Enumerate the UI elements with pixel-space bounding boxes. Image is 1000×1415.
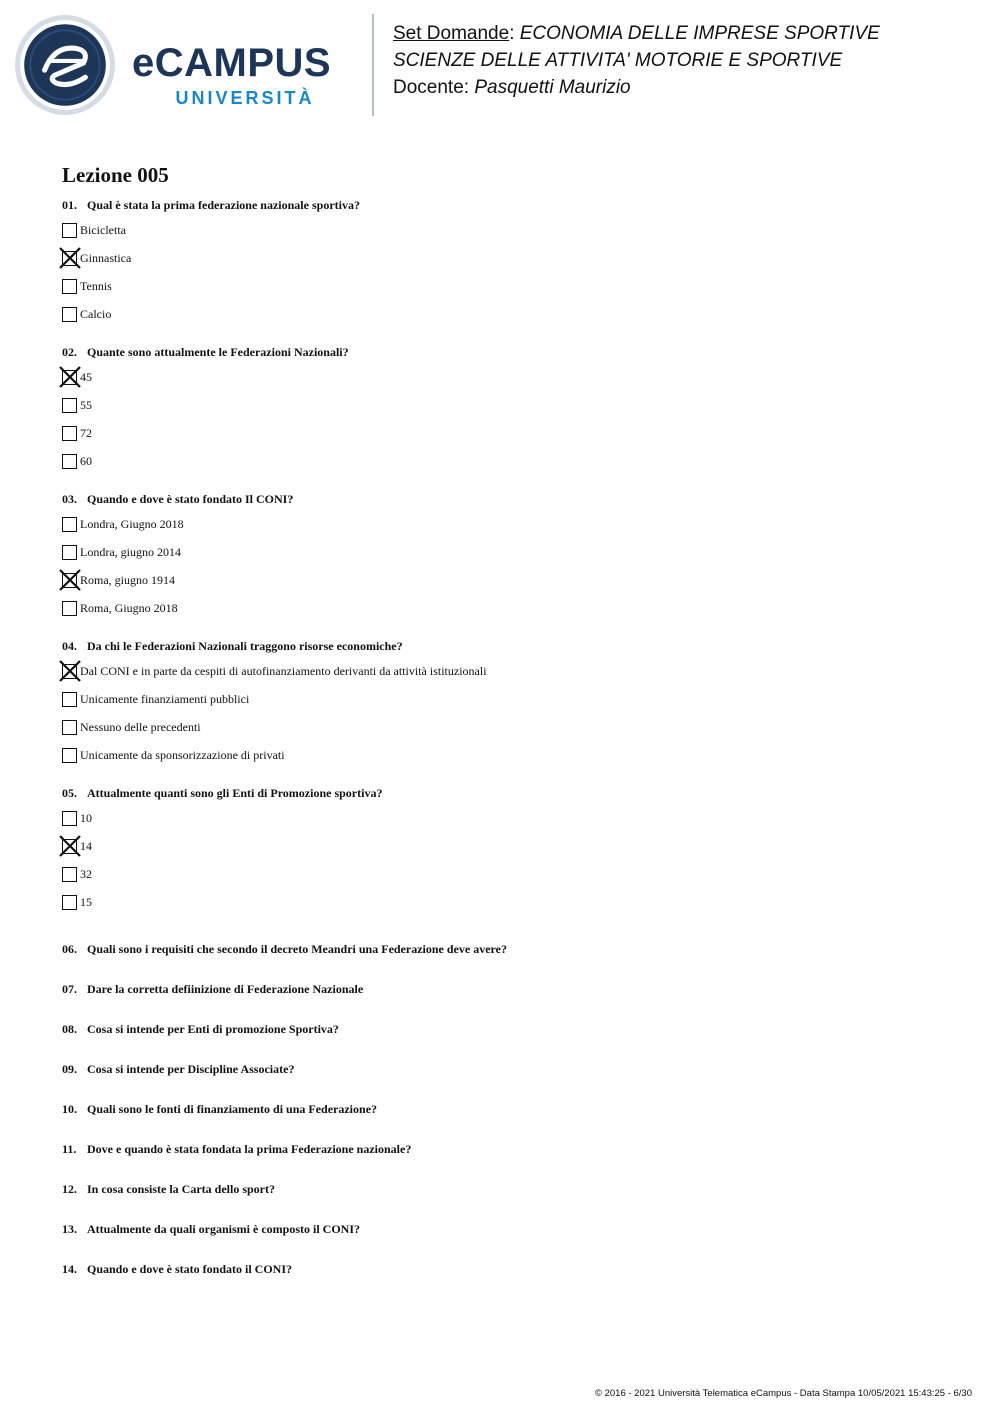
answer-checkbox[interactable] bbox=[62, 601, 77, 616]
question-number: 01. bbox=[62, 198, 77, 212]
set-label: Set Domande bbox=[393, 23, 510, 44]
logo-sub: UNIVERSITÀ bbox=[175, 88, 315, 108]
answer-text: Roma, giugno 1914 bbox=[80, 573, 175, 587]
answer-text: 72 bbox=[80, 426, 92, 440]
teacher-name: Pasquetti Maurizio bbox=[474, 77, 631, 98]
open-question bbox=[62, 1009, 962, 1049]
question-number: 04. bbox=[62, 639, 77, 653]
question-title bbox=[62, 635, 962, 657]
answer-text: Roma, Giugno 2018 bbox=[80, 601, 178, 615]
logo-brand: eCAMPUS bbox=[132, 41, 332, 85]
question-text: Cosa si intende per Discipline Associate? bbox=[87, 1062, 295, 1076]
answer-text: Dal CONI e in parte da cespiti di autofinanziamento derivanti da attività istituzionali bbox=[80, 664, 487, 678]
answer-checkbox[interactable] bbox=[62, 223, 77, 238]
question-number: 13. bbox=[62, 1222, 77, 1236]
answer-checkbox[interactable] bbox=[62, 454, 77, 469]
checked-cross-icon bbox=[59, 247, 81, 269]
open-question bbox=[62, 1089, 962, 1129]
page-footer: © 2016 - 2021 Università Telematica eCampus - Data Stampa 10/05/2021 15:43:25 - 6/30 bbox=[594, 1388, 972, 1399]
answer-checkbox[interactable] bbox=[62, 307, 77, 322]
answer-checkbox[interactable] bbox=[62, 720, 77, 735]
open-question bbox=[62, 1169, 962, 1209]
answer-checkbox[interactable] bbox=[62, 279, 77, 294]
question-number: 08. bbox=[62, 1022, 77, 1036]
question-title bbox=[62, 194, 962, 216]
open-question bbox=[62, 969, 962, 1009]
answer-option[interactable] bbox=[62, 272, 962, 300]
question-text: Cosa si intende per Enti di promozione Sportiva? bbox=[87, 1022, 339, 1036]
question-number: 12. bbox=[62, 1182, 77, 1196]
answer-checkbox[interactable] bbox=[62, 748, 77, 763]
answer-option[interactable] bbox=[62, 363, 962, 391]
question-number: 14. bbox=[62, 1262, 77, 1276]
question-text: Quali sono i requisiti che secondo il decreto Meandri una Federazione deve avere? bbox=[87, 942, 507, 956]
answer-text: Tennis bbox=[80, 279, 112, 293]
course-line bbox=[393, 20, 993, 47]
answer-option[interactable] bbox=[62, 419, 962, 447]
question-text: Dove e quando è stata fondata la prima Federazione nazionale? bbox=[87, 1142, 412, 1156]
answer-checkbox[interactable] bbox=[62, 811, 77, 826]
answer-checkbox[interactable] bbox=[62, 398, 77, 413]
answer-option[interactable] bbox=[62, 657, 962, 685]
question-block bbox=[62, 488, 962, 622]
answer-option[interactable] bbox=[62, 685, 962, 713]
teacher-label: Docente: bbox=[393, 77, 470, 98]
question-number: 10. bbox=[62, 1102, 77, 1116]
question-text: Quando e dove è stato fondato il CONI? bbox=[87, 1262, 293, 1276]
page-header bbox=[0, 0, 1000, 120]
answer-text: Bicicletta bbox=[80, 223, 126, 237]
answer-checkbox[interactable] bbox=[62, 867, 77, 882]
answer-text: Calcio bbox=[80, 307, 112, 321]
checked-cross-icon bbox=[59, 835, 81, 857]
question-text: Attualmente quanti sono gli Enti di Promozione sportiva? bbox=[87, 786, 383, 800]
answer-text: 15 bbox=[80, 895, 92, 909]
question-text: Quando e dove è stato fondato Il CONI? bbox=[87, 492, 294, 506]
question-text: Quante sono attualmente le Federazioni Nazionali? bbox=[87, 345, 349, 359]
answer-checkbox[interactable] bbox=[62, 426, 77, 441]
lesson-content bbox=[62, 160, 962, 1289]
answer-text: Ginnastica bbox=[80, 251, 132, 265]
answer-option[interactable] bbox=[62, 888, 962, 916]
answer-text: Londra, giugno 2014 bbox=[80, 545, 181, 559]
question-title bbox=[62, 488, 962, 510]
answer-option[interactable] bbox=[62, 566, 962, 594]
question-number: 09. bbox=[62, 1062, 77, 1076]
question-text: Da chi le Federazioni Nazionali traggono risorse economiche? bbox=[87, 639, 403, 653]
answer-checkbox[interactable] bbox=[62, 545, 77, 560]
answer-checkbox[interactable] bbox=[62, 895, 77, 910]
answer-text: Unicamente da sponsorizzazione di privati bbox=[80, 748, 285, 762]
answer-text: Unicamente finanziamenti pubblici bbox=[80, 692, 250, 706]
question-number: 11. bbox=[62, 1142, 77, 1156]
open-questions bbox=[62, 929, 962, 1289]
answer-text: Londra, Giugno 2018 bbox=[80, 517, 184, 531]
answer-text: 60 bbox=[80, 454, 92, 468]
answer-option[interactable] bbox=[62, 447, 962, 475]
answer-text: 14 bbox=[80, 839, 92, 853]
question-number: 05. bbox=[62, 786, 77, 800]
question-text: Dare la corretta defiinizione di Federazione Nazionale bbox=[87, 982, 364, 996]
answer-option[interactable] bbox=[62, 713, 962, 741]
answer-text: Nessuno delle precedenti bbox=[80, 720, 201, 734]
question-text: Attualmente da quali organismi è composto il CONI? bbox=[87, 1222, 360, 1236]
checked-cross-icon bbox=[59, 366, 81, 388]
question-title bbox=[62, 782, 962, 804]
answer-text: 32 bbox=[80, 867, 92, 881]
answer-text: 45 bbox=[80, 370, 92, 384]
lesson-title: Lezione 005 bbox=[62, 163, 169, 187]
question-block bbox=[62, 782, 962, 916]
question-number: 03. bbox=[62, 492, 77, 506]
question-text: Qual è stata la prima federazione nazionale sportiva? bbox=[87, 198, 360, 212]
question-number: 07. bbox=[62, 982, 77, 996]
open-question bbox=[62, 1209, 962, 1249]
question-block bbox=[62, 341, 962, 475]
answer-option[interactable] bbox=[62, 510, 962, 538]
answer-option[interactable] bbox=[62, 804, 962, 832]
answer-option[interactable] bbox=[62, 244, 962, 272]
set-separator: : bbox=[509, 23, 515, 44]
open-question bbox=[62, 1049, 962, 1089]
answer-option[interactable] bbox=[62, 538, 962, 566]
checked-cross-icon bbox=[59, 660, 81, 682]
degree-name: SCIENZE DELLE ATTIVITA' MOTORIE E SPORTIVE bbox=[393, 50, 843, 71]
question-text: In cosa consiste la Carta dello sport? bbox=[87, 1182, 275, 1196]
ecampus-logo bbox=[132, 40, 358, 112]
answer-option[interactable] bbox=[62, 832, 962, 860]
question-title bbox=[62, 341, 962, 363]
question-number: 06. bbox=[62, 942, 77, 956]
header-divider bbox=[372, 14, 374, 116]
checked-cross-icon bbox=[59, 569, 81, 591]
question-block bbox=[62, 194, 962, 328]
open-question bbox=[62, 929, 962, 969]
open-question bbox=[62, 1249, 962, 1289]
answer-text: 10 bbox=[80, 811, 92, 825]
teacher-line bbox=[393, 74, 993, 101]
open-question bbox=[62, 1129, 962, 1169]
question-block bbox=[62, 635, 962, 769]
answer-checkbox[interactable] bbox=[62, 692, 77, 707]
answer-text: 55 bbox=[80, 398, 92, 412]
answer-option[interactable] bbox=[62, 741, 962, 769]
ecampus-emblem-icon bbox=[14, 14, 116, 116]
course-info bbox=[393, 20, 993, 101]
answer-option[interactable] bbox=[62, 594, 962, 622]
answer-checkbox[interactable] bbox=[62, 517, 77, 532]
answer-option[interactable] bbox=[62, 860, 962, 888]
multiple-choice-questions bbox=[62, 194, 962, 916]
answer-option[interactable] bbox=[62, 216, 962, 244]
question-text: Quali sono le fonti di finanziamento di una Federazione? bbox=[87, 1102, 378, 1116]
answer-option[interactable] bbox=[62, 391, 962, 419]
answer-option[interactable] bbox=[62, 300, 962, 328]
question-number: 02. bbox=[62, 345, 77, 359]
course-name: ECONOMIA DELLE IMPRESE SPORTIVE bbox=[519, 23, 880, 44]
